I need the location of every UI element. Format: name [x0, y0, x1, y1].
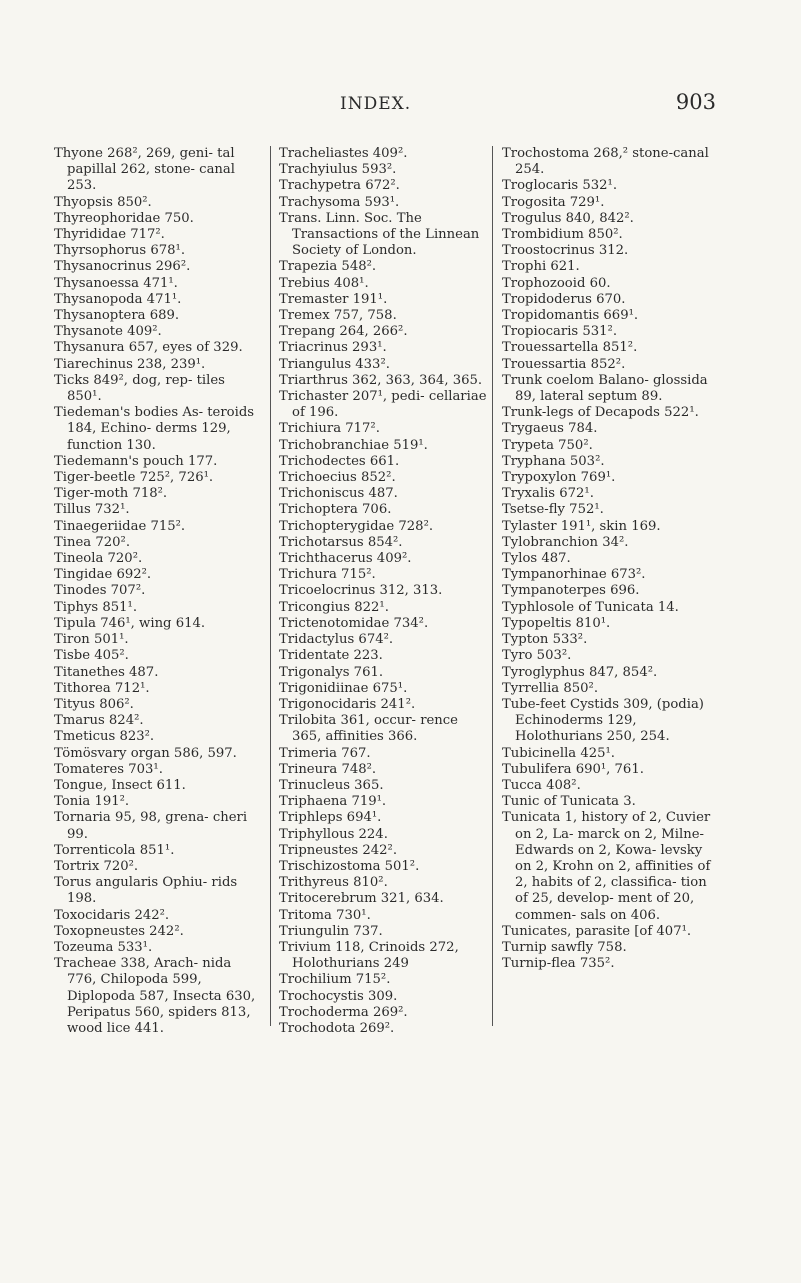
index-entry: Tucca 408². — [502, 777, 581, 793]
index-entry: Tube-feet Cystids 309, (podia) Echinoderms 129, Holothurians 250, 254. — [502, 696, 704, 745]
index-entry: Tympanoterpes 696. — [502, 583, 640, 599]
index-entry: Tortrix 720². — [54, 858, 139, 874]
index-entry: Tillus 732¹. — [54, 502, 130, 518]
index-entry: Tricoelocrinus 312, 313. — [279, 583, 443, 599]
index-entry: Thysanura 657, eyes of 329. — [54, 340, 243, 356]
index-entry: Trypoxylon 769¹. — [502, 470, 616, 486]
index-entry: Tunicates, parasite [of 407¹. — [502, 923, 692, 939]
index-entry: Trichiura 717². — [279, 421, 380, 437]
index-entry: Trans. Linn. Soc. The Transactions of the Linnean Society of London. — [279, 210, 480, 259]
index-entry: Tyrrellia 850². — [502, 680, 599, 696]
index-entry: Toxocidaris 242². — [54, 907, 170, 923]
index-entry: Trichopterygidae 728². — [279, 518, 434, 534]
index-entry: Tiarechinus 238, 239¹. — [54, 356, 206, 372]
index-entry: Trimeria 767. — [279, 745, 371, 761]
index-entry: Trinucleus 365. — [279, 777, 384, 793]
index-entry: Tridentate 223. — [279, 648, 383, 664]
index-entry: Triangulus 433². — [279, 356, 390, 372]
index-entry: Tmarus 824². — [54, 713, 144, 729]
index-entry: Trichthacerus 409². — [279, 551, 412, 567]
index-entry: Titanethes 487. — [54, 664, 159, 680]
index-column-3 — [502, 146, 717, 972]
index-entry: Trichotarsus 854². — [279, 534, 403, 550]
index-entry: Ticks 849², dog, rep- tiles 850¹. — [54, 372, 225, 405]
index-entry: Trebius 408¹. — [279, 275, 369, 291]
index-entry: Tömösvary organ 586, 597. — [54, 745, 237, 761]
index-entry: Tinea 720². — [54, 534, 131, 550]
index-entry: Tubicinella 425¹. — [502, 745, 615, 761]
index-entry: Triarthrus 362, 363, 364, 365. — [279, 372, 483, 388]
index-entry: Trophi 621. — [502, 259, 580, 275]
index-entry: Troglocaris 532¹. — [502, 178, 618, 194]
index-entry: Trigonidiinae 675¹. — [279, 680, 408, 696]
index-entry: Tunic of Tunicata 3. — [502, 794, 636, 810]
index-entry: Tinaegeriidae 715². — [54, 518, 186, 534]
index-entry: Tornaria 95, 98, grena- cheri 99. — [54, 810, 248, 842]
index-entry: Tiron 501¹. — [54, 632, 129, 648]
column-divider-1 — [270, 146, 271, 1026]
index-entry: Triacrinus 293¹. — [279, 340, 387, 356]
index-entry: Tisbe 405². — [54, 648, 129, 664]
index-entry: Thyrididae 717². — [54, 227, 165, 243]
index-entry: Trigonocidaris 241². — [279, 696, 416, 712]
index-entry: Trochodota 269². — [279, 1020, 395, 1036]
index-entry: Troostocrinus 312. — [502, 243, 629, 259]
index-entry: Trigonalys 761. — [279, 664, 384, 680]
index-entry: Typhlosole of Tunicata 14. — [502, 599, 679, 615]
index-entry: Tithorea 712¹. — [54, 680, 150, 696]
index-entry: Trochilium 715². — [279, 972, 391, 988]
index-entry: Tylobranchion 34². — [502, 534, 629, 550]
index-entry: Thyreophoridae 750. — [54, 210, 194, 226]
page-header — [0, 90, 801, 124]
index-entry: Thysanoessa 471¹. — [54, 275, 178, 291]
index-entry: Tityus 806². — [54, 696, 134, 712]
index-entry: Triphleps 694¹. — [279, 810, 382, 826]
index-column-1 — [54, 146, 260, 1037]
index-entry: Tubulifera 690¹, 761. — [502, 761, 644, 777]
index-entry: Thyopsis 850². — [54, 194, 152, 210]
index-entry: Tmeticus 823². — [54, 729, 155, 745]
index-entry: Thysanocrinus 296². — [54, 259, 191, 275]
index-entry: Trichodectes 661. — [279, 453, 400, 469]
index-entry: Tiedeman's bodies As- teroids 184, Echino- derms 129, function 130. — [54, 405, 255, 453]
index-entry: Trombidium 850². — [502, 227, 623, 243]
index-entry: Trilobita 361, occur- rence 365, affinities 366. — [279, 713, 458, 745]
index-entry: Trachyiulus 593². — [279, 162, 397, 178]
index-entry: Tritocerebrum 321, 634. — [279, 891, 444, 907]
index-entry: Trapezia 548². — [279, 259, 377, 275]
index-entry: Trischizostoma 501². — [279, 858, 420, 874]
index-entry: Trunk-legs of Decapods 522¹. — [502, 405, 699, 421]
index-entry: Trichaster 207¹, pedi- cellariae of 196. — [279, 389, 487, 421]
index-entry: Thyone 268², 269, geni- tal papillal 262, stone- canal 253. — [54, 146, 235, 194]
index-entry: Tryphana 503². — [502, 453, 605, 469]
index-column-2 — [279, 146, 490, 1037]
index-entry: Tylaster 191¹, skin 169. — [502, 518, 661, 534]
index-entry: Tremex 757, 758. — [279, 308, 397, 324]
index-entry: Trichoniscus 487. — [279, 486, 398, 502]
index-entry: Tripneustes 242². — [279, 842, 398, 858]
index-entry: Tyro 503². — [502, 648, 572, 664]
index-entry: Tridactylus 674². — [279, 632, 394, 648]
index-entry: Tomateres 703¹. — [54, 761, 163, 777]
index-entry: Tsetse-fly 752¹. — [502, 502, 604, 518]
index-entry: Toxopneustes 242². — [54, 923, 184, 939]
index-entry: Typton 533². — [502, 632, 588, 648]
index-entry: Torrenticola 851¹. — [54, 842, 175, 858]
index-entry: Tinodes 707². — [54, 583, 146, 599]
index-entry: Trachysoma 593¹. — [279, 194, 400, 210]
index-entry: Trunk coelom Balano- glossida 89, lateral septum 89. — [502, 372, 708, 405]
index-entry: Tongue, Insect 611. — [54, 777, 186, 793]
index-entry: Turnip sawfly 758. — [502, 939, 627, 955]
index-entry: Trepang 264, 266². — [279, 324, 408, 340]
index-entry: Thysanote 409². — [54, 324, 162, 340]
page-number: 903 — [675, 90, 716, 114]
index-entry: Tonia 191². — [54, 794, 130, 810]
index-entry: Trichoptera 706. — [279, 502, 392, 518]
index-entry: Trithyreus 810². — [279, 875, 388, 891]
index-entry: Tiger-moth 718². — [54, 486, 168, 502]
index-entry: Trichoecius 852². — [279, 470, 396, 486]
index-entry: Trypeta 750². — [502, 437, 593, 453]
running-title: INDEX. — [340, 94, 412, 114]
index-entry: Turnip-flea 735². — [502, 956, 615, 972]
index-entry: Tympanorhinae 673². — [502, 567, 646, 583]
index-entry: Trivium 118, Crinoids 272, Holothurians 249 — [279, 939, 459, 972]
index-entry: Tozeuma 533¹. — [54, 939, 153, 955]
index-entry: Torus angularis Ophiu- rids 198. — [54, 875, 238, 907]
index-entry: Trochocystis 309. — [279, 988, 398, 1004]
index-entry: Tropiocaris 531². — [502, 324, 618, 340]
index-entry: Tunicata 1, history of 2, Cuvier on 2, La- marck on 2, Milne- Edwards on 2, Kowa- levsky on 2, Krohn on 2, affinities of 2, habits of 2, classifica- tion of 25, develop- ment of 20, commen- sals on 406. — [502, 810, 711, 923]
index-entry: Tropidoderus 670. — [502, 291, 626, 307]
index-entry: Trichobranchiae 519¹. — [279, 437, 428, 453]
index-entry: Triungulin 737. — [279, 923, 383, 939]
index-entry: Triphyllous 224. — [279, 826, 388, 842]
index-entry: Tremaster 191¹. — [279, 291, 388, 307]
index-entry: Trogosita 729¹. — [502, 194, 605, 210]
index-entry: Tiger-beetle 725², 726¹. — [54, 470, 214, 486]
index-entry: Trouessartia 852². — [502, 356, 626, 372]
index-entry: Trouessartella 851². — [502, 340, 638, 356]
index-entry: Trictenotomidae 734². — [279, 615, 429, 631]
index-entry: Trineura 748². — [279, 761, 377, 777]
index-entry: Tiphys 851¹. — [54, 599, 138, 615]
index-entry: Trygaeus 784. — [502, 421, 598, 437]
index-entry: Trichura 715². — [279, 567, 376, 583]
index-entry: Thyrsophorus 678¹. — [54, 243, 186, 259]
index-entry: Trochostoma 268,² stone-canal 254. — [502, 146, 709, 178]
index-entry: Trophozooid 60. — [502, 275, 611, 291]
index-entry: Thysanoptera 689. — [54, 308, 180, 324]
index-entry: Triphaena 719¹. — [279, 794, 387, 810]
index-entry: Thysanopoda 471¹. — [54, 291, 182, 307]
index-entry: Tracheliastes 409². — [279, 146, 408, 161]
index-entry: Trachypetra 672². — [279, 178, 400, 194]
index-entry: Tricongius 822¹. — [279, 599, 389, 615]
index-entry: Tritoma 730¹. — [279, 907, 371, 923]
column-divider-2 — [492, 146, 493, 1026]
index-entry: Tipula 746¹, wing 614. — [54, 615, 206, 631]
index-entry: Tiedemann's pouch 177. — [54, 453, 218, 469]
index-entry: Trochoderma 269². — [279, 1004, 408, 1020]
index-entry: Tingidae 692². — [54, 567, 152, 583]
index-entry: Tyroglyphus 847, 854². — [502, 664, 658, 680]
index-entry: Tineola 720². — [54, 551, 143, 567]
index-entry: Typopeltis 810¹. — [502, 615, 611, 631]
index-entry: Tryxalis 672¹. — [502, 486, 594, 502]
index-entry: Tylos 487. — [502, 551, 571, 567]
index-entry: Tropidomantis 669¹. — [502, 308, 639, 324]
index-entry: Trogulus 840, 842². — [502, 210, 634, 226]
index-entry: Tracheae 338, Arach- nida 776, Chilopoda 599, Diplopoda 587, Insecta 630, Peripatus 560, spiders 813, wood lice 441. — [54, 956, 256, 1036]
